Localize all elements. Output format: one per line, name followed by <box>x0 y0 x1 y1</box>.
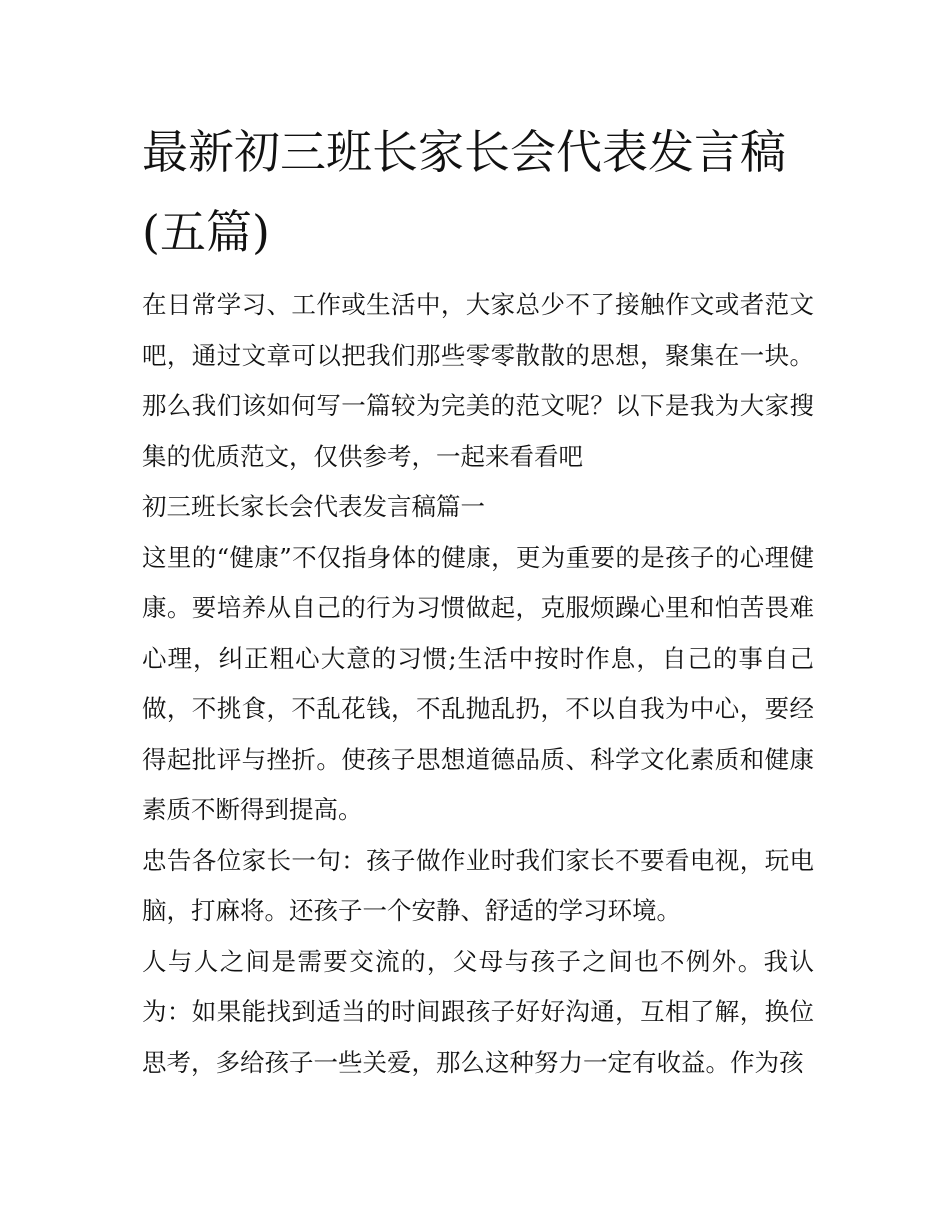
body-paragraph: 这里的“健康”不仅指身体的健康，更为重要的是孩子的心理健康。要培养从自己的行为习惯做起，克服烦躁心里和怕苦畏难心理，纠正粗心大意的习惯;生活中按时作息，自己的事自己做，不挑食，不乱花钱，不乱抛乱扔，不以自我为中心，要经得起批评与挫折。使孩子思想道德品质、科学文化素质和健康素质不断得到提高。 <box>142 542 814 824</box>
document-title: 最新初三班长家长会代表发言稿(五篇) <box>142 125 786 259</box>
section-heading: 初三班长家长会代表发言稿篇一 <box>142 492 485 521</box>
intro-paragraph: 在日常学习、工作或生活中，大家总少不了接触作文或者范文吧，通过文章可以把我们那些零零散散的思想，聚集在一块。那么我们该如何写一篇较为完美的范文呢？以下是我为大家搜集的优质范文，仅供参考，一起来看看吧 <box>142 290 814 471</box>
body-paragraph: 忠告各位家长一句：孩子做作业时我们家长不要看电视，玩电脑，打麻将。还孩子一个安静、舒适的学习环境。 <box>142 845 814 925</box>
title-spacer <box>142 272 814 280</box>
body-paragraph: 人与人之间是需要交流的，父母与孩子之间也不例外。我认为：如果能找到适当的时间跟孩子好好沟通，互相了解，换位思考，多给孩子一些关爱，那么这种努力一定有收益。作为孩 <box>142 946 814 1077</box>
document-body <box>142 112 814 1088</box>
